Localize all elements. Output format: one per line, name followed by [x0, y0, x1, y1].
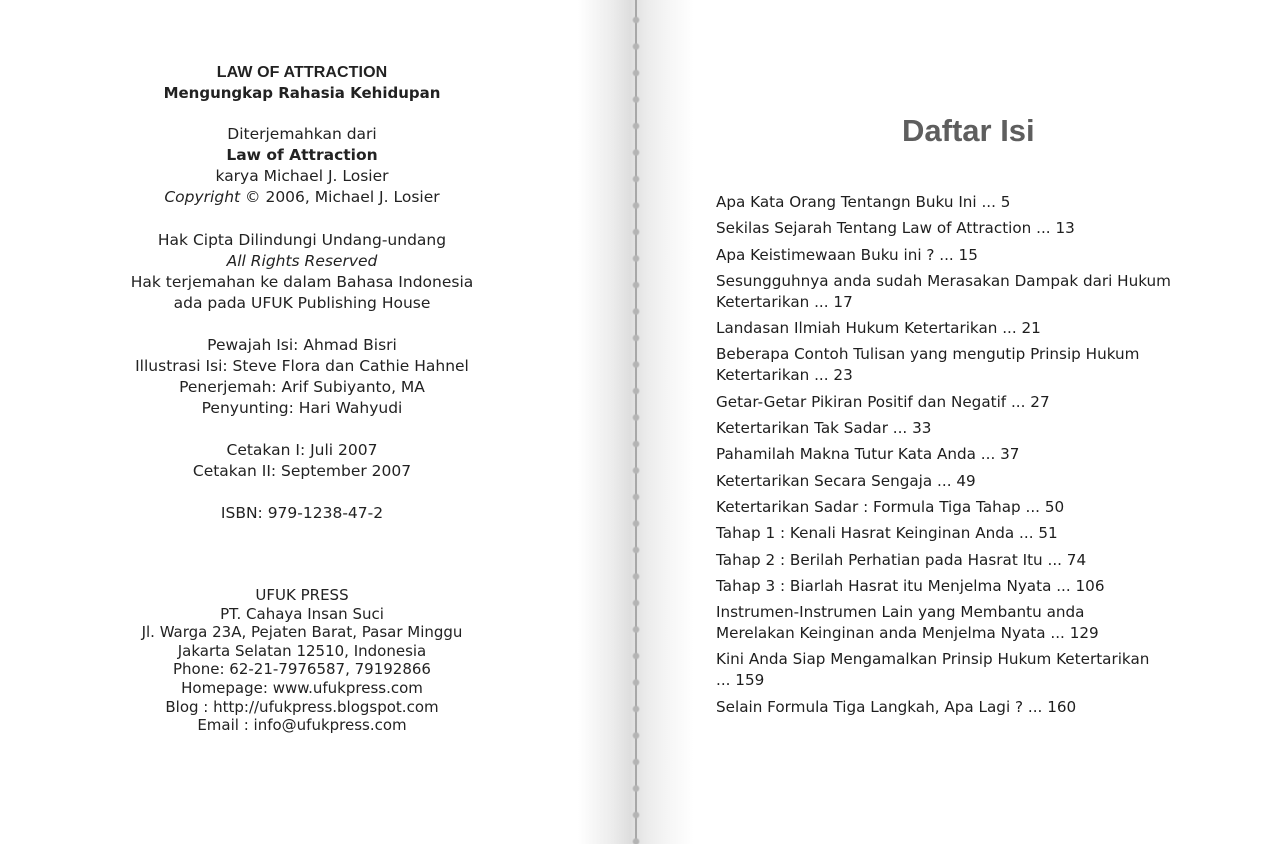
- toc-entry[interactable]: [716, 471, 1256, 492]
- copyright-page: [0, 0, 600, 844]
- toc-entry[interactable]: [716, 192, 1256, 213]
- toc-entry-text: Apa Kata Orang Tentangn Buku Ini ... 5: [716, 193, 1011, 211]
- toc-entry[interactable]: [716, 602, 1256, 644]
- toc-list: [716, 192, 1256, 723]
- toc-entry[interactable]: [716, 318, 1256, 339]
- toc-entry-text-cont: Ketertarikan ... 17: [716, 292, 853, 311]
- table-of-contents-page: [672, 0, 1275, 844]
- printing-info: [0, 440, 604, 482]
- toc-entry[interactable]: [716, 444, 1256, 465]
- rights-line-4: ada pada UFUK Publishing House: [173, 294, 431, 312]
- toc-entry-text: Sesungguhnya anda sudah Merasakan Dampak dari Hukum: [716, 271, 1171, 290]
- isbn-info: [0, 503, 604, 524]
- publisher-company: PT. Cahaya Insan Suci: [220, 604, 384, 623]
- publisher-info: [0, 586, 604, 735]
- credits-info: [0, 335, 604, 419]
- printing-second: Cetakan II: September 2007: [192, 462, 412, 480]
- printing-first: Cetakan I: Juli 2007: [226, 441, 378, 459]
- toc-entry[interactable]: [716, 245, 1256, 266]
- toc-entry-text: Tahap 3 : Biarlah Hasrat itu Menjelma Nyata ... 106: [716, 576, 1105, 595]
- publisher-address-1: Jl. Warga 23A, Pejaten Barat, Pasar Minggu: [141, 623, 463, 642]
- toc-entry[interactable]: [716, 418, 1256, 439]
- toc-entry-text: Pahamilah Makna Tutur Kata Anda ... 37: [716, 445, 1020, 464]
- publisher-address-2: Jakarta Selatan 12510, Indonesia: [177, 641, 427, 660]
- publisher-phone: Phone: 62-21-7976587, 79192866: [173, 660, 431, 679]
- credit-layout: Pewajah Isi: Ahmad Bisri: [207, 336, 397, 354]
- binding-stitch-icon: [631, 0, 641, 844]
- rights-line-3: Hak terjemahan ke dalam Bahasa Indonesia: [130, 273, 474, 291]
- toc-entry[interactable]: [716, 649, 1256, 691]
- toc-entry-text: Apa Keistimewaan Buku ini ? ... 15: [716, 245, 978, 264]
- toc-entry-text: Tahap 2 : Berilah Perhatian pada Hasrat Itu ... 74: [716, 550, 1087, 569]
- original-title: Law of Attraction: [226, 146, 378, 164]
- book-subtitle: Mengungkap Rahasia Kehidupan: [163, 84, 441, 102]
- toc-entry-text: Selain Formula Tiga Langkah, Apa Lagi ? ... 160: [716, 697, 1077, 716]
- toc-entry[interactable]: [716, 576, 1256, 597]
- credit-translator: Penerjemah: Arif Subiyanto, MA: [179, 378, 425, 396]
- translation-info: [0, 124, 604, 208]
- author-line: karya Michael J. Losier: [215, 167, 389, 185]
- toc-entry-text: Beberapa Contoh Tulisan yang mengutip Prinsip Hukum: [716, 345, 1140, 364]
- credit-illustration: Illustrasi Isi: Steve Flora dan Cathie Hahnel: [135, 357, 469, 375]
- credit-editor: Penyunting: Hari Wahyudi: [201, 399, 403, 417]
- toc-entry-text: Ketertarikan Tak Sadar ... 33: [716, 419, 932, 438]
- rights-line-1: Hak Cipta Dilindungi Undang-undang: [157, 231, 447, 249]
- toc-entry-text: Landasan Ilmiah Hukum Ketertarikan ... 21: [716, 319, 1041, 338]
- isbn: ISBN: 979-1238-47-2: [220, 504, 384, 522]
- copyright-word: Copyright: [164, 188, 241, 206]
- publisher-email[interactable]: Email : info@ufukpress.com: [197, 716, 407, 735]
- toc-entry-text: Kini Anda Siap Mengamalkan Prinsip Hukum Ketertarikan: [716, 650, 1150, 669]
- toc-entry-text-cont: ... 159: [716, 671, 765, 690]
- toc-entry[interactable]: [716, 392, 1256, 413]
- copyright-line: [0, 187, 604, 208]
- toc-entry[interactable]: [716, 218, 1256, 239]
- toc-entry[interactable]: [716, 523, 1256, 544]
- toc-entry[interactable]: [716, 344, 1256, 386]
- toc-entry-text: Sekilas Sejarah Tentang Law of Attraction ... 13: [716, 219, 1075, 238]
- translated-from-label: Diterjemahkan dari: [227, 125, 377, 143]
- publisher-blog[interactable]: Blog : http://ufukpress.blogspot.com: [165, 697, 439, 716]
- toc-entry-text-cont: Ketertarikan ... 23: [716, 366, 853, 385]
- toc-entry-text: Ketertarikan Sadar : Formula Tiga Tahap ... 50: [716, 497, 1065, 516]
- book-title: LAW OF ATTRACTION: [216, 64, 388, 81]
- toc-entry[interactable]: [716, 550, 1256, 571]
- toc-entry[interactable]: [716, 271, 1256, 313]
- toc-entry[interactable]: [716, 497, 1256, 518]
- rights-line-2: All Rights Reserved: [226, 252, 378, 270]
- rights-info: [0, 230, 604, 314]
- toc-entry-text-cont: Merelakan Keinginan anda Menjelma Nyata ... 129: [716, 624, 1099, 643]
- toc-entry-text: Tahap 1 : Kenali Hasrat Keinginan Anda ... 51: [716, 524, 1058, 543]
- copyright-holder: © 2006, Michael J. Losier: [240, 188, 440, 206]
- publisher-homepage[interactable]: Homepage: www.ufukpress.com: [181, 678, 423, 697]
- toc-entry-text: Ketertarikan Secara Sengaja ... 49: [716, 471, 976, 490]
- toc-entry-text: Instrumen-Instrumen Lain yang Membantu anda: [716, 603, 1085, 622]
- toc-heading: Daftar Isi: [902, 112, 1035, 148]
- book-title-block: [0, 62, 604, 104]
- toc-entry-text: Getar-Getar Pikiran Positif dan Negatif ... 27: [716, 392, 1050, 411]
- publisher-name: UFUK PRESS: [255, 586, 349, 604]
- toc-entry[interactable]: [716, 697, 1256, 718]
